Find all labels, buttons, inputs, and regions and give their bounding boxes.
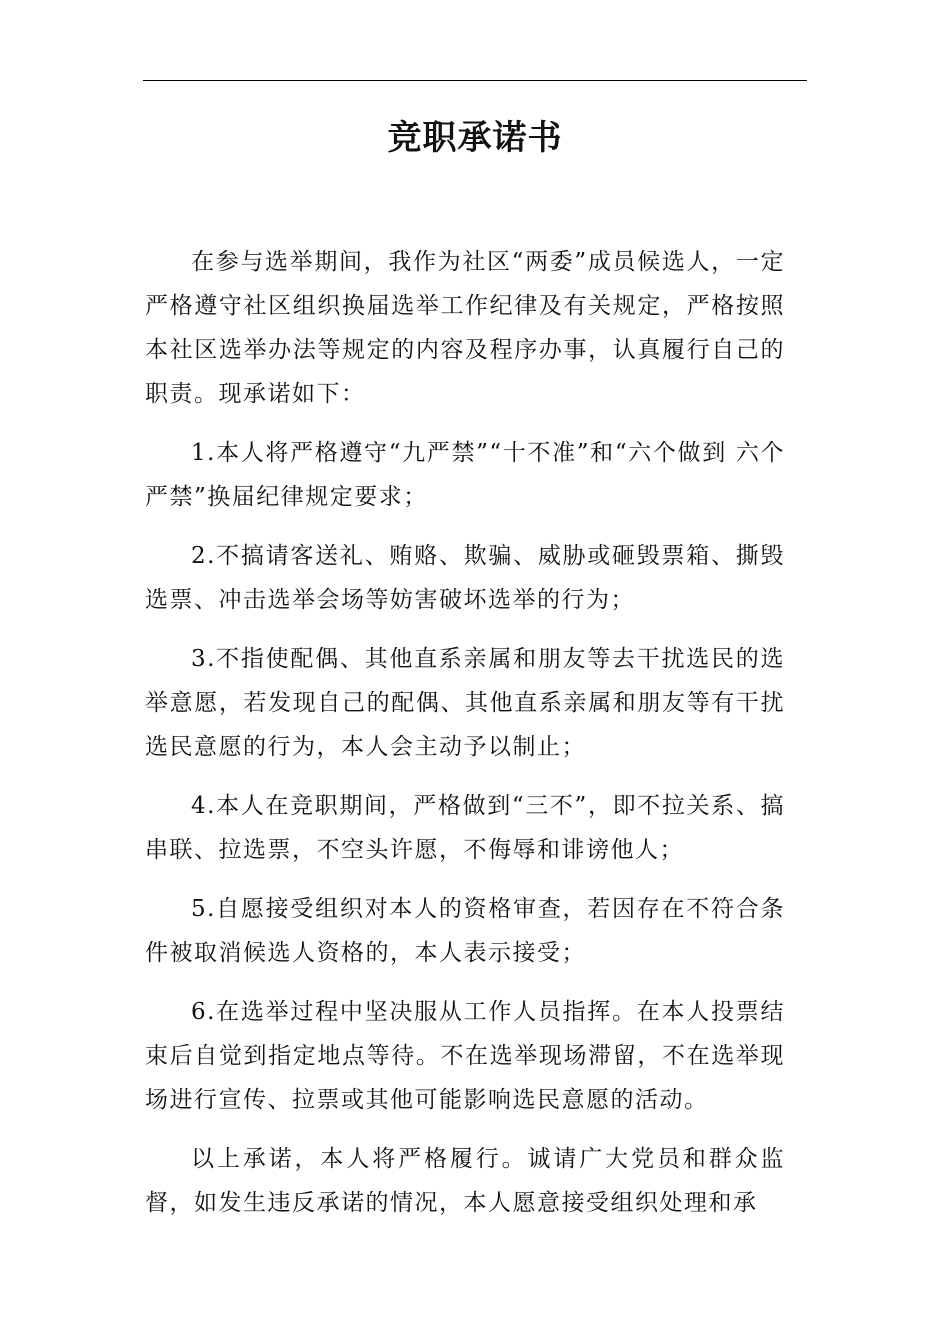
header-rule (143, 80, 807, 81)
paragraph-item-4: 4.本人在竞职期间，严格做到“三不”，即不拉关系、搞串联、拉选票，不空头许愿，不侮辱和诽谤他人； (145, 793, 785, 863)
paragraph-intro: 在参与选举期间，我作为社区“两委”成员候选人，一定严格遵守社区组织换届选举工作纪律及有关规定，严格按照本社区选举办法等规定的内容及程序办事，认真履行自己的职责。现承诺如下： (145, 249, 785, 407)
paragraph-item-1: 1.本人将严格遵守“九严禁”“十不准”和“六个做到 六个严禁”换届纪律规定要求； (145, 440, 785, 510)
paragraph-item-2: 2.不搞请客送礼、贿赂、欺骗、威胁或砸毁票箱、撕毁选票、冲击选举会场等妨害破坏选举的行为； (145, 543, 785, 613)
paragraph-item-3: 3.不指使配偶、其他直系亲属和朋友等去干扰选民的选举意愿，若发现自己的配偶、其他直系亲属和朋友等有干扰选民意愿的行为，本人会主动予以制止； (145, 646, 785, 760)
paragraph-closing: 以上承诺，本人将严格履行。诚请广大党员和群众监督，如发生违反承诺的情况，本人愿意接受组织处理和承 (145, 1146, 785, 1216)
document-title: 竞职承诺书 (387, 118, 563, 158)
paragraph-item-5: 5.自愿接受组织对本人的资格审查，若因存在不符合条件被取消候选人资格的，本人表示接受； (145, 896, 785, 966)
paragraph-item-6: 6.在选举过程中坚决服从工作人员指挥。在本人投票结束后自觉到指定地点等待。不在选举现场滞留，不在选举现场进行宣传、拉票或其他可能影响选民意愿的活动。 (145, 999, 785, 1113)
document-body (145, 240, 785, 1240)
